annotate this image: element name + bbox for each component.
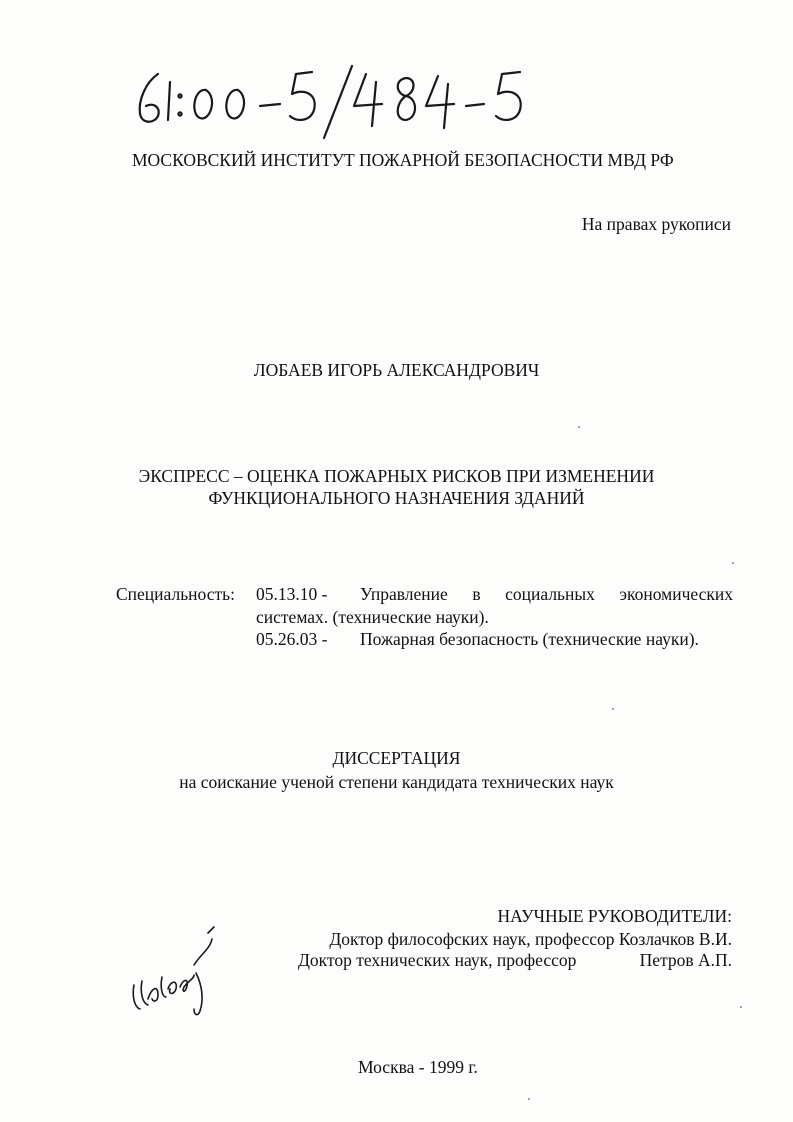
supervisor-2-name: Петров А.П. <box>639 950 732 970</box>
specialty-1-continuation: системах. (технические науки). <box>256 607 489 627</box>
supervisor-2-role: Доктор технических наук, профессор <box>298 950 577 970</box>
dissertation-subheading: на соискание ученой степени кандидата технических наук <box>179 772 614 792</box>
handwritten-archive-number <box>120 62 540 142</box>
scan-speck <box>612 708 614 710</box>
dissertation-heading: ДИССЕРТАЦИЯ <box>332 748 461 768</box>
dissertation-title-line-1: ЭКСПРЕСС – ОЦЕНКА ПОЖАРНЫХ РИСКОВ ПРИ ИЗМЕНЕНИИ <box>138 466 655 486</box>
specialty-1-word: экономических <box>619 584 733 604</box>
supervisor-1: Доктор философских наук, профессор Козлачков В.И. <box>329 929 732 949</box>
specialty-1-word: социальных <box>505 584 595 604</box>
scan-speck <box>578 426 580 428</box>
supervisors-heading: НАУЧНЫЕ РУКОВОДИТЕЛИ: <box>497 906 732 926</box>
specialty-2-code: 05.26.03 - <box>256 629 328 649</box>
dissertation-title-line-2: ФУНКЦИОНАЛЬНОГО НАЗНАЧЕНИЯ ЗДАНИЙ <box>208 488 585 508</box>
specialty-label: Специальность: <box>116 584 235 604</box>
specialty-1-word: в <box>472 584 481 604</box>
manuscript-note: На правах рукописи <box>581 214 731 234</box>
scan-speck <box>740 1006 742 1008</box>
handwritten-signature <box>124 925 224 1025</box>
scan-speck <box>732 562 734 564</box>
author-name: ЛОБАЕВ ИГОРЬ АЛЕКСАНДРОВИЧ <box>253 360 540 380</box>
city-and-year: Москва - 1999 г. <box>358 1057 478 1077</box>
specialty-1-text <box>360 583 733 605</box>
specialty-2-text: Пожарная безопасность (технические науки). <box>360 629 699 649</box>
specialty-1-word: Управление <box>360 584 448 604</box>
institute-name: МОСКОВСКИЙ ИНСТИТУТ ПОЖАРНОЙ БЕЗОПАСНОСТИ МВД РФ <box>132 150 674 170</box>
specialty-1-code: 05.13.10 - <box>256 584 328 604</box>
scan-speck <box>528 1098 530 1100</box>
